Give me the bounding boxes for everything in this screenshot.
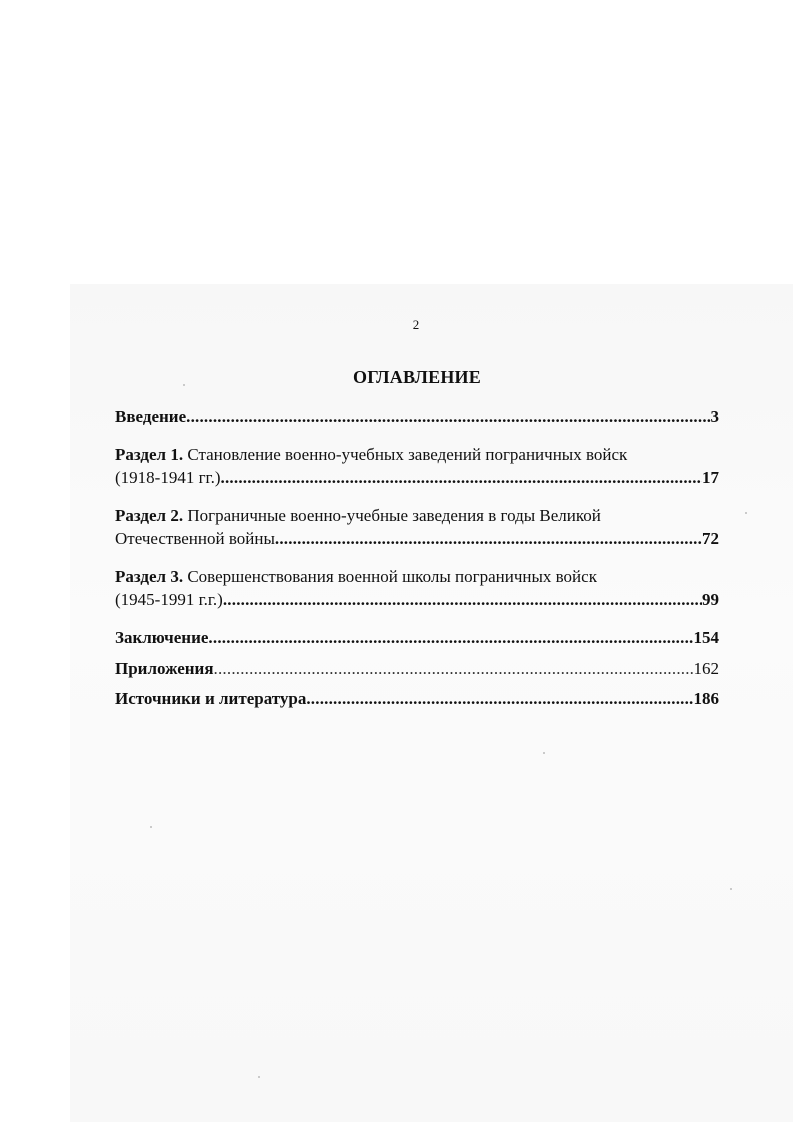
leader-dots	[214, 658, 694, 680]
toc-entry-section2-line2[interactable]	[115, 528, 719, 550]
toc-entry-section1-title-cont: (1918-1941 гг.)	[115, 468, 221, 487]
scan-speck	[745, 512, 747, 514]
toc-entry-section2-line1[interactable]	[115, 505, 719, 527]
leader-dots	[221, 467, 702, 489]
toc-entry-section3-page: 99	[702, 590, 719, 609]
toc-entry-sources-page: 186	[693, 689, 719, 708]
toc-entry-appendices[interactable]	[115, 658, 719, 680]
toc-entry-section3-prefix: Раздел 3.	[115, 567, 184, 586]
toc-entry-sources-title: Источники и литература	[115, 689, 307, 708]
toc-entry-section1-line2[interactable]	[115, 467, 719, 489]
scan-speck	[730, 888, 732, 890]
toc-entry-sources[interactable]	[115, 688, 719, 710]
toc-entry-section2-prefix: Раздел 2.	[115, 506, 184, 525]
scan-speck	[183, 384, 185, 386]
leader-dots	[186, 406, 710, 428]
toc-entry-intro-page: 3	[710, 407, 719, 426]
scan-speck	[258, 1076, 260, 1078]
toc-entry-section3-title-cont: (1945-1991 г.г.)	[115, 590, 223, 609]
scan-speck	[543, 752, 545, 754]
toc-entry-section1-page: 17	[702, 468, 719, 487]
toc-entry-conclusion-title: Заключение	[115, 628, 209, 647]
toc-entry-section1-line1[interactable]	[115, 444, 719, 466]
toc-entry-section1-title: Становление военно-учебных заведений пограничных войск	[187, 445, 628, 464]
toc-entry-conclusion[interactable]	[115, 627, 719, 649]
toc-entry-section3-line1[interactable]	[115, 566, 719, 588]
leader-dots	[223, 589, 702, 611]
toc-entry-intro[interactable]	[115, 406, 719, 428]
toc-entry-intro-title: Введение	[115, 407, 187, 426]
toc-entry-section1-prefix: Раздел 1.	[115, 445, 184, 464]
leader-dots	[208, 627, 693, 649]
leader-dots	[306, 688, 693, 710]
toc-entry-appendices-title: Приложения	[115, 659, 214, 678]
scan-speck	[150, 826, 152, 828]
toc-entry-conclusion-page: 154	[693, 628, 719, 647]
toc-entry-section3-title: Совершенствования военной школы пограничных войск	[187, 567, 597, 586]
toc-title: ОГЛАВЛЕНИЕ	[353, 367, 481, 387]
toc-entry-section2-page: 72	[702, 529, 719, 548]
toc-entry-section2-title: Пограничные военно-учебные заведения в годы Великой	[187, 506, 601, 525]
toc-entry-section3-line2[interactable]	[115, 589, 719, 611]
toc-entry-appendices-page: 162	[693, 659, 719, 678]
page-number: 2	[412, 317, 420, 332]
toc-entry-section2-title-cont: Отечественной войны	[115, 529, 275, 548]
leader-dots	[275, 528, 702, 550]
